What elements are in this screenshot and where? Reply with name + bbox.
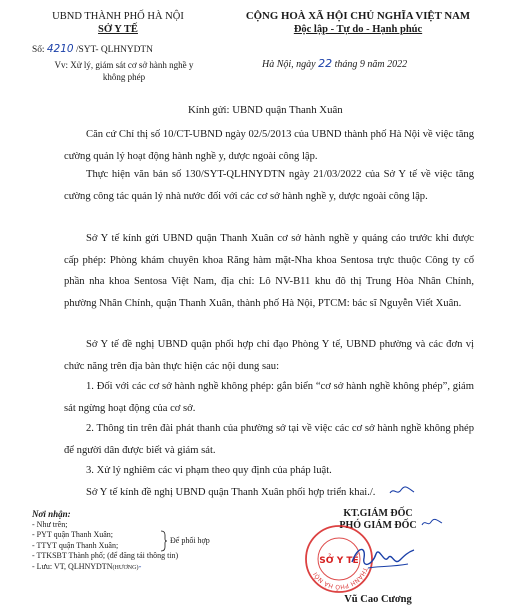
- issue-date: [262, 57, 407, 70]
- body-paragraph: Sở Y tế đề nghị UBND quận phối hợp chỉ đạo Phòng Y tế, UBND phường và các đơn vị chức năng trên địa bàn thực hiện các nội dung sau:: [64, 339, 474, 372]
- document-number: [32, 43, 153, 55]
- national-header: [218, 10, 498, 37]
- receiver-item: - TTYT quận Thanh Xuân;: [32, 540, 119, 550]
- body-paragraph: Sở Y tế kính đề nghị UBND quận Thanh Xuân phối hợp triển khai./.: [86, 487, 376, 498]
- brace-icon: [160, 530, 168, 552]
- initial-scribble-icon: [420, 517, 444, 529]
- document-subject: [24, 60, 224, 83]
- subject-line-1: Vv: Xử lý, giám sát cơ sở hành nghề y: [54, 60, 194, 70]
- handwritten-signature-icon: [348, 540, 418, 574]
- number-prefix: Số:: [32, 45, 45, 55]
- recipient-line: Kính gửi: UBND quận Thanh Xuân: [188, 104, 343, 116]
- closing-scribble-icon: [388, 484, 416, 498]
- archive-count-mark: -: [138, 561, 142, 571]
- receivers-title: Nơi nhận:: [32, 509, 71, 519]
- receiver-item: - PYT quận Thanh Xuân;: [32, 530, 114, 540]
- seal-ring-text: THÀNH PHỐ HÀ NỘI: [312, 566, 369, 591]
- date-suffix: tháng 9 năm 2022: [334, 59, 408, 70]
- archive-note: (HƯƠNG): [112, 564, 139, 571]
- sign-for: KT.GIÁM ĐỐC: [343, 508, 413, 519]
- body-paragraph: 2. Thông tin trên đài phát thanh của phường sở tại về việc các cơ sở hành nghề không phép để người dân được biết và giám sát.: [64, 423, 474, 456]
- parent-organization: UBND THÀNH PHỐ HÀ NỘI: [52, 11, 184, 22]
- organization-name: SỞ Y TẾ: [98, 24, 138, 35]
- subject-line-2: không phép: [102, 71, 146, 82]
- body-paragraph: Căn cứ Chỉ thị số 10/CT-UBND ngày 02/5/2013 của UBND thành phố Hà Nội về việc tăng cường quản lý hoạt động hành nghề y, dược ngoài công lập.: [64, 129, 474, 162]
- body-paragraph: Thực hiện văn bản số 130/SYT-QLHNYDTN ngày 21/03/2022 của Sở Y tế về việc tăng cường công tác quản lý nhà nước đối với các cơ sở hành nghề y, dược ngoài công lập.: [64, 169, 474, 202]
- receiver-item: [32, 562, 212, 573]
- sign-title: PHÓ GIÁM ĐỐC: [339, 520, 417, 531]
- date-prefix: Hà Nội, ngày: [262, 59, 316, 70]
- number-suffix: /SYT- QLHNYDTN: [75, 45, 153, 55]
- body-paragraph: 1. Đối với các cơ sở hành nghề không phép: gắn biển “cơ sở hành nghề không phép”, giám sát ngừng hoạt động của cơ sở.: [64, 381, 474, 414]
- receiver-item: - Như trên;: [32, 520, 68, 529]
- signer-name: Vũ Cao Cương: [344, 594, 412, 605]
- archive-label: - Lưu: VT, QLHNYDTN: [32, 561, 113, 571]
- handwritten-number: 4210: [46, 43, 74, 55]
- body-paragraph: Sở Y tế kính gửi UBND quận Thanh Xuân cơ sở hành nghề y quảng cáo trước khi được cấp phép: Phòng khám chuyên khoa Răng hàm mặt-Nha khoa Sentosa trực thuộc Công ty cổ phần nha khoa Sentosa Việt Nam, địa chỉ: Lô NV-B11 khu đô thị Trung Hòa Nhân Chính, phường Nhân Chính, quận Thanh Xuân, thành phố Hà Nội, PTCM: bác sĩ Nguyễn Viết Xuân.: [64, 233, 474, 309]
- handwritten-day: 22: [318, 57, 333, 70]
- seal-center-text: SỞ Y TẾ: [319, 556, 359, 566]
- national-motto: Độc lập - Tự do - Hạnh phúc: [293, 24, 423, 35]
- issuing-authority-block: [34, 10, 202, 36]
- nation-name: CỘNG HOÀ XÃ HỘI CHỦ NGHĨA VIỆT NAM: [245, 10, 471, 22]
- receiver-item: - TTKSBT Thành phố; (để đăng tải thông tin): [32, 551, 179, 561]
- body-paragraph: 3. Xử lý nghiêm các vi phạm theo quy định của pháp luật.: [86, 465, 332, 476]
- coordination-note: Để phối hợp: [170, 536, 210, 545]
